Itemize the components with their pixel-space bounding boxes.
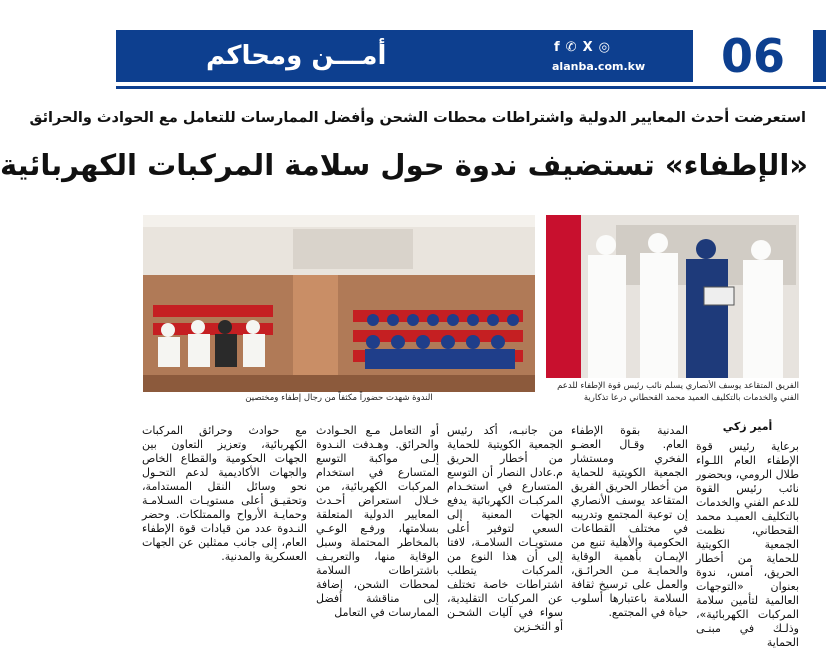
audience-photo-illustration bbox=[143, 215, 535, 392]
header-underline bbox=[116, 86, 826, 89]
presentation-photo bbox=[546, 215, 799, 378]
body-column-2 bbox=[571, 424, 688, 622]
kicker: استعرضت أحدث المعايير الدولية واشتراطات محطات الشحن وأفضل الممارسات للتعامل مع الحوادث والحرائق bbox=[29, 110, 806, 126]
social-icons bbox=[554, 40, 610, 55]
paragraph: من جانبـه، أكد رئيس الجمعية الكويتية للحماية من أخطار الحريق م.عادل النصار أن التوسع المتسارع في استخـدام المركبـات الكهربائية يدفع الجهات المعنية إلى السعي لتوفير أعلى مستويـات السلامـة، لافتا إلى أن هذا النوع من المركبات يتطلب اشتراطات خاصة تختلف عن المركبات التقليدية، سواء في آليات الشحـن أو التخـزين bbox=[447, 424, 563, 633]
page-number: 06 bbox=[693, 26, 813, 86]
audience-photo bbox=[143, 215, 535, 392]
body-column-4 bbox=[316, 424, 439, 622]
presentation-photo-illustration bbox=[546, 215, 799, 378]
body-column-3 bbox=[447, 424, 563, 636]
paragraph: المدنية بقوة الإطفاء العام. وقـال العضـو الفخري ومستشار الجمعية الكويتية للحماية من أخطار الحريق الفريق المتقاعد يوسف الأنصاري إن توعية المجتمع وتدريبه في مختلف القطاعات الحكومية والأهلية تنبع من الإيمـان بأهمية الوقاية والحمايـة مـن الحرائـق، والعمل على ترسيخ ثقافة السلامة باعتبارها أسلوب حياة في المجتمع. bbox=[571, 424, 688, 619]
audience-photo-caption: الندوة شهدت حضوراً مكثفاً من رجال إطفاء ومختصين bbox=[245, 393, 433, 403]
byline: أمير زكي bbox=[722, 420, 773, 433]
x-icon[interactable]: X bbox=[582, 40, 593, 55]
paragraph: أو التعامل مـع الحـوادث والحرائق. وهـدفت النـدوة إلـى مواكبة التوسع المتسارع في استخدام المركبات الكهربائية، من خـلال استعراض أحـدث المعايير الدولية المتعلقة بسلامتها، ورفـع الوعـي بالمخاطر المحتملة وسبل الوقاية منها، والتعريـف باشتراطات السلامة لمحطات الشحن، إضافة إلى مناقشة أفضل الممارسات في التعامل bbox=[316, 424, 439, 619]
headline: «الإطفاء» تستضيف ندوة حول سلامة المركبات الكهربائية bbox=[0, 148, 808, 182]
paragraph: مع حوادث وحرائق المركبات الكهربائية، وتعزيز التعاون بين الجهات الحكومية والقطاع الخاص والجهات الأكاديمية لدعم التحـول نحو وسائل النقل المستدامة، وتحقيـق أعلى مستويـات السـلامـة وحمايـة الأرواح والممتلكات. وحضر النـدوة عدد من قيادات قوة الإطفاء العام، إلى جانب ممثلين عن الجهات العسكرية والمدنية. bbox=[142, 424, 307, 563]
body-column-1 bbox=[696, 420, 799, 652]
section-title: أمـــن ومحاكم bbox=[206, 41, 387, 71]
site-url[interactable]: alanba.com.kw bbox=[552, 60, 646, 73]
instagram-icon[interactable]: ◎ bbox=[598, 40, 610, 55]
paragraph: برعاية رئيس قوة الإطفاء العام اللـواء طلال الرومي، وبحضور نائب رئيس القوة للدعم الفني والخدمات بالتكليف العميـد محمد القحطاني، نظمت الجمعية الكويتية للحماية من أخطار الحريق، أمس، ندوة بعنوان «التوجهات العالمية لتأمين سلامة المركبات الكهربائية»، وذلـك في مبنـى الحماية bbox=[696, 440, 799, 649]
whatsapp-icon[interactable]: ✆ bbox=[565, 40, 577, 55]
presentation-photo-caption: الفريق المتقاعد يوسف الأنصاري يسلم نائب رئيس قوة الإطفاء للدعم الفني والخدمات بالتكليف العميد محمد القحطاني درعا تذكارية bbox=[557, 381, 799, 403]
facebook-icon[interactable]: f bbox=[554, 40, 560, 55]
body-column-5 bbox=[142, 424, 307, 566]
